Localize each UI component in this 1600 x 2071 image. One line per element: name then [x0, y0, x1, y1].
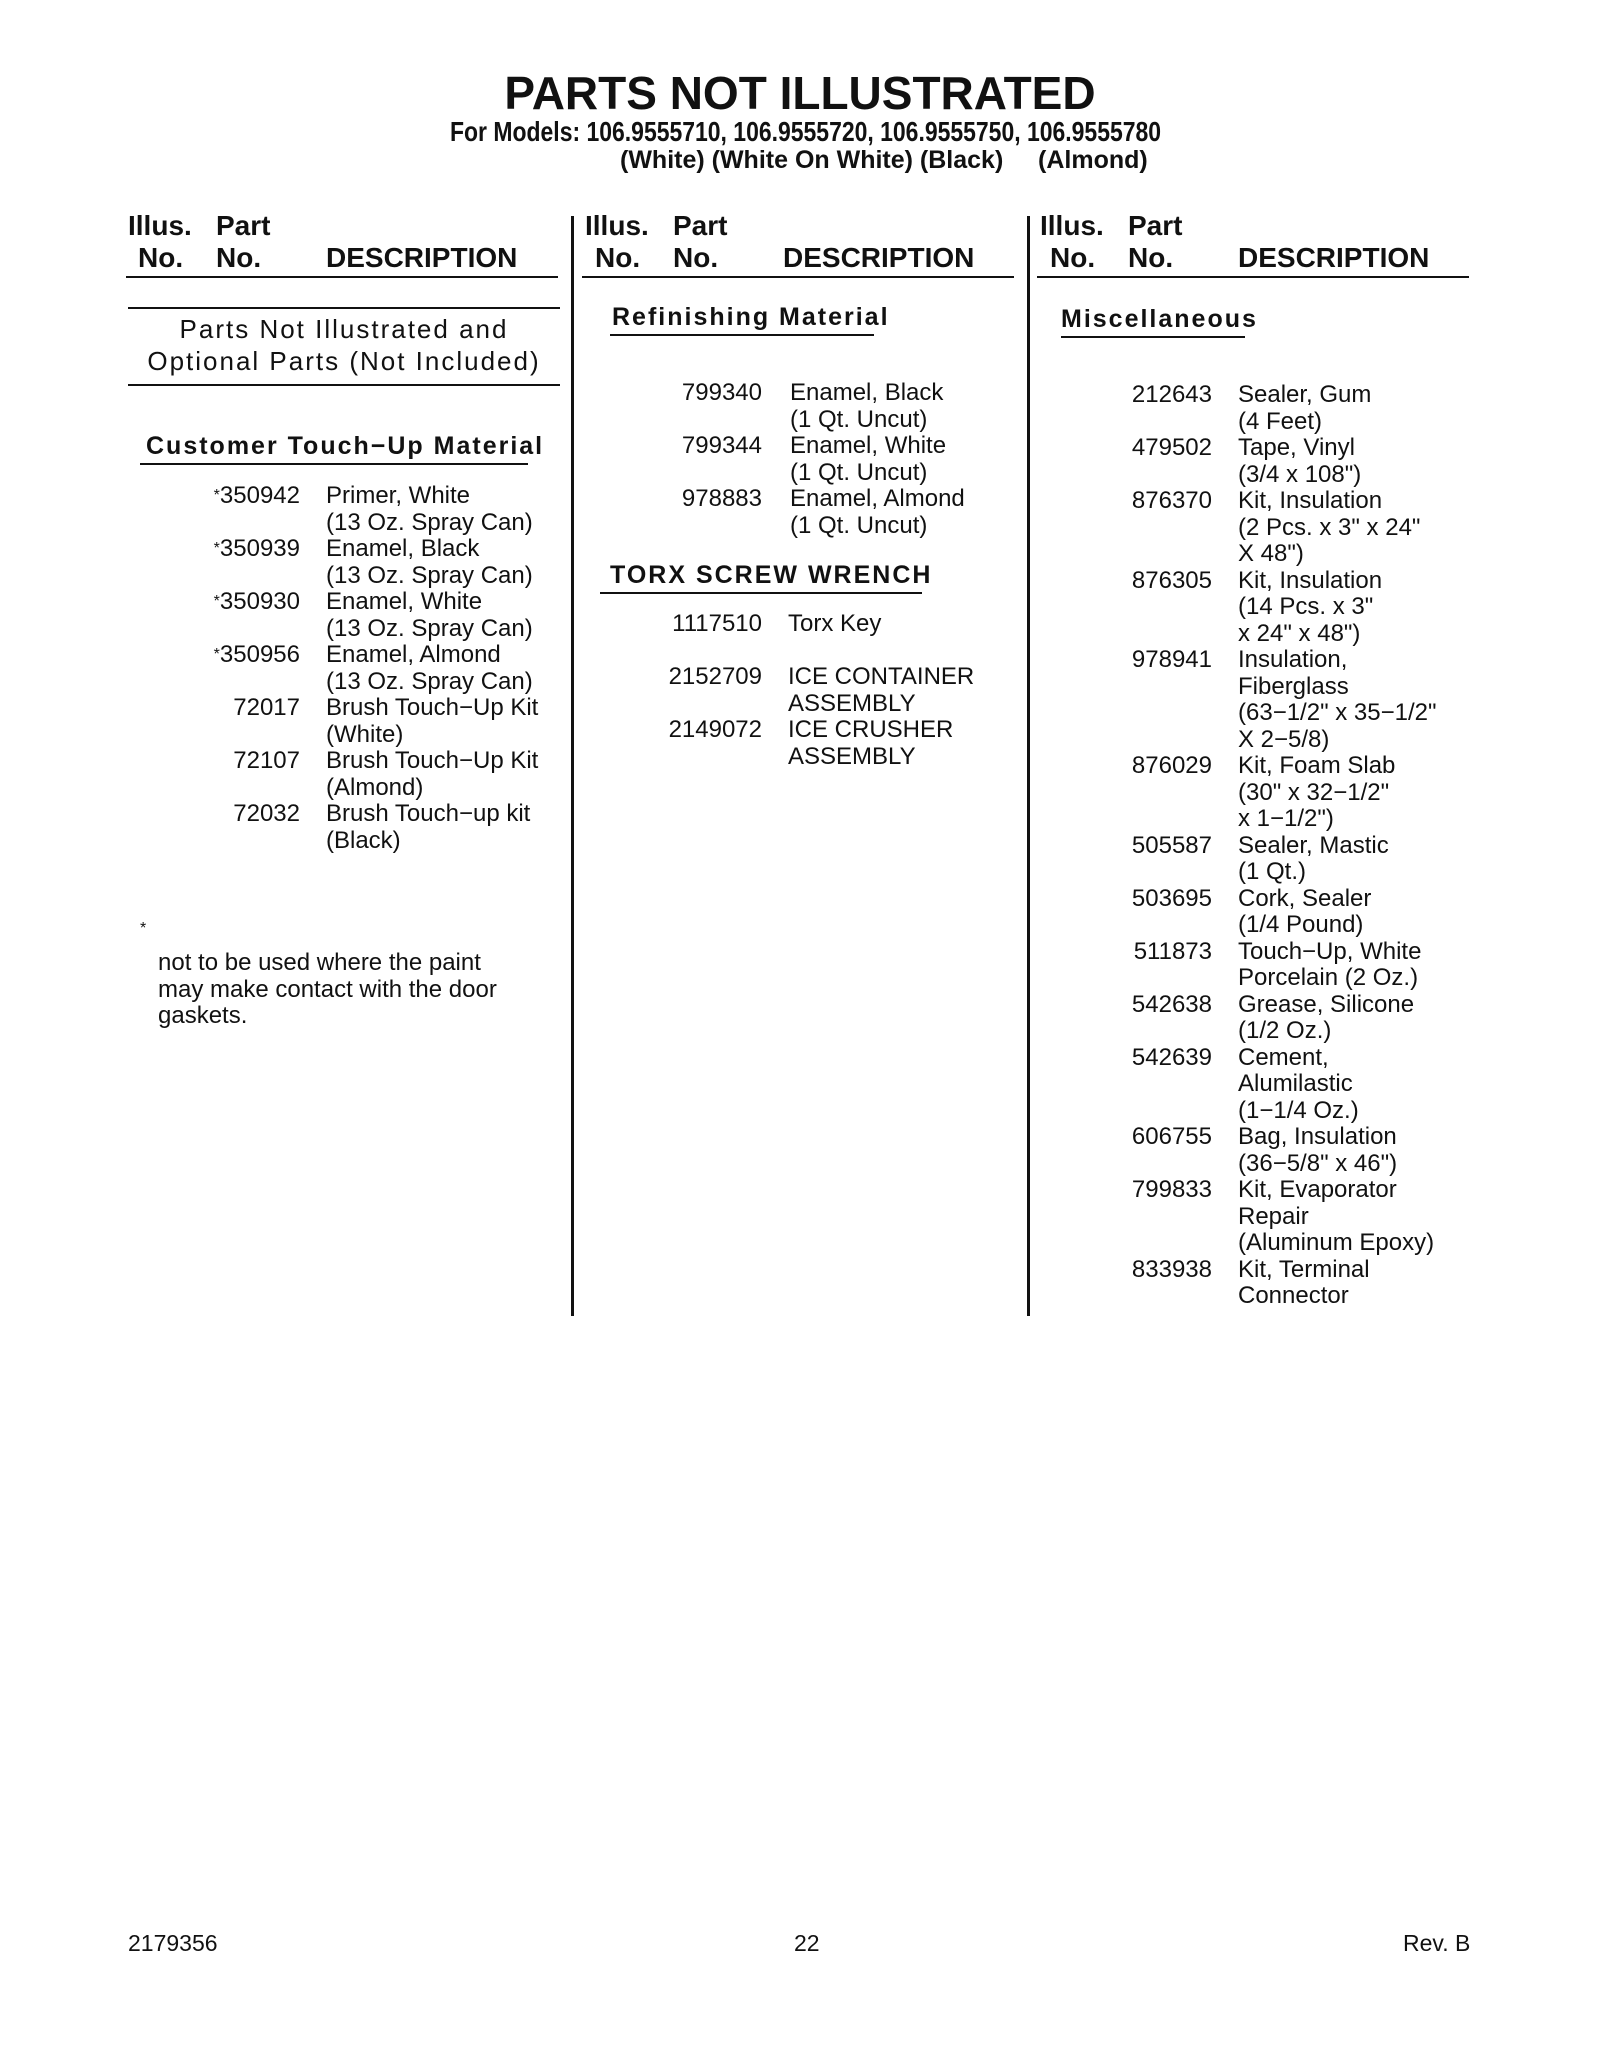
section-miscellaneous: Miscellaneous — [1061, 305, 1258, 333]
part-description — [326, 801, 530, 854]
description-line: (1/4 Pound) — [1238, 911, 1364, 938]
description-label: DESCRIPTION — [783, 242, 975, 273]
part-number — [610, 664, 762, 691]
illus-label: Illus. — [585, 210, 649, 241]
column-header-1 — [128, 210, 558, 278]
part-number-text: 978883 — [681, 485, 762, 512]
part-description — [1238, 1257, 1370, 1310]
part-label: Part — [1128, 210, 1183, 241]
part-number — [610, 486, 762, 513]
part-number-text: 2152709 — [668, 663, 762, 690]
part-description — [1238, 939, 1421, 992]
column-divider-2 — [1027, 216, 1030, 1316]
section-torx-screw-wrench: TORX SCREW WRENCH — [610, 561, 933, 589]
description-line: Bag, Insulation — [1238, 1123, 1397, 1150]
part-number — [1060, 992, 1212, 1019]
asterisk-icon: * — [140, 920, 147, 937]
description-line: x 24" x 48") — [1238, 619, 1361, 647]
part-number-text: 212643 — [1131, 381, 1212, 408]
part-number-text: 876370 — [1131, 487, 1212, 514]
description-line: (63−1/2" x 35−1/2" — [1238, 699, 1437, 726]
part-number — [1060, 382, 1212, 409]
section-refinishing-material: Refinishing Material — [612, 303, 890, 331]
description-line: (4 Feet) — [1238, 407, 1323, 435]
part-number-text: 511873 — [1133, 937, 1212, 965]
part-number-text: 606755 — [1131, 1123, 1212, 1150]
description-line: Kit, Insulation — [1238, 566, 1383, 594]
part-description — [1238, 753, 1395, 833]
part-number-text: 876029 — [1131, 752, 1212, 779]
description-line: X 48") — [1238, 540, 1304, 567]
part-description — [1238, 833, 1389, 886]
part-number — [1060, 435, 1212, 462]
part-number-text: 350930 — [219, 588, 300, 615]
footnote-line: may make contact with the door — [158, 975, 497, 1003]
box-line-1: Parts Not Illustrated and — [179, 314, 509, 344]
description-line: (2 Pcs. x 3" x 24" — [1238, 513, 1421, 541]
description-line: (14 Pcs. x 3" — [1238, 593, 1374, 620]
part-number — [150, 801, 300, 828]
part-description — [1238, 1045, 1359, 1125]
description-line: Cork, Sealer — [1238, 884, 1372, 912]
part-number — [610, 380, 762, 407]
description-line: Enamel, Black — [326, 535, 480, 562]
part-number — [1060, 886, 1212, 913]
box-bottom-rule — [128, 384, 560, 386]
part-number — [1060, 647, 1212, 674]
section-rule-miscellaneous — [1061, 336, 1245, 338]
part-number-text: 799344 — [681, 432, 762, 459]
part-description — [1238, 886, 1371, 939]
asterisk-icon: * — [213, 487, 220, 504]
description-line: Enamel, White — [790, 432, 947, 459]
part-number-text: 1117510 — [672, 610, 762, 637]
asterisk-icon: * — [213, 540, 220, 557]
part-description — [788, 664, 974, 717]
part-description — [1238, 647, 1437, 753]
description-line: (36−5/8" x 46") — [1238, 1149, 1398, 1177]
footnote-line: gaskets. — [158, 1002, 248, 1029]
description-line: (3/4 x 108") — [1238, 460, 1362, 488]
description-line: Enamel, Almond — [326, 641, 501, 668]
description-line: Kit, Foam Slab — [1238, 752, 1396, 779]
section-rule-torx — [600, 592, 922, 594]
part-number-text: 2149072 — [668, 716, 762, 743]
section-rule-customer-touch-up — [140, 463, 528, 465]
part-label: Part — [216, 210, 271, 241]
part-number-text: 479502 — [1131, 434, 1212, 461]
description-line: Tape, Vinyl — [1238, 434, 1355, 461]
description-label: DESCRIPTION — [326, 242, 518, 273]
description-line: Kit, Evaporator — [1238, 1176, 1397, 1203]
description-line: Fiberglass — [1238, 672, 1349, 700]
illus-no-label: No. — [595, 242, 641, 273]
part-description — [1238, 568, 1382, 648]
part-number — [150, 483, 300, 510]
part-number — [1060, 939, 1212, 966]
description-line: X 2−5/8) — [1238, 725, 1330, 753]
description-line: Kit, Insulation — [1238, 487, 1383, 514]
description-line: Brush Touch−Up Kit — [326, 747, 539, 774]
description-line: Brush Touch−up kit — [326, 800, 531, 827]
description-line: (Black) — [326, 826, 401, 854]
part-description — [326, 695, 538, 748]
description-line: Insulation, — [1238, 646, 1348, 673]
part-number-text: 350956 — [219, 641, 300, 668]
part-description — [790, 433, 946, 486]
description-line: (Aluminum Epoxy) — [1238, 1229, 1435, 1256]
description-line: Alumilastic — [1238, 1070, 1353, 1097]
description-line: (1/2 Oz.) — [1238, 1017, 1332, 1044]
description-line: (1 Qt. Uncut) — [790, 511, 928, 539]
asterisk-icon: * — [213, 593, 220, 610]
description-line: (13 Oz. Spray Can) — [326, 508, 533, 536]
description-line: Touch−Up, White — [1238, 937, 1422, 965]
part-number-text: 72107 — [233, 747, 300, 774]
part-number-text: 503695 — [1131, 884, 1212, 912]
part-number — [610, 433, 762, 460]
part-number-text: 799340 — [681, 379, 762, 406]
description-label: DESCRIPTION — [1238, 242, 1430, 273]
illus-label: Illus. — [128, 210, 192, 241]
header-rule-1 — [126, 276, 558, 278]
page-number: 22 — [794, 1930, 820, 1956]
description-line: (1 Qt.) — [1238, 858, 1307, 885]
description-line: (13 Oz. Spray Can) — [326, 614, 533, 642]
box-line-2: Optional Parts (Not Included) — [147, 346, 541, 376]
description-line: (1 Qt. Uncut) — [790, 405, 928, 433]
description-line: (13 Oz. Spray Can) — [326, 561, 533, 589]
column-divider-1 — [571, 216, 574, 1316]
footnote — [158, 950, 497, 1030]
part-number — [1060, 1124, 1212, 1151]
part-number — [150, 536, 300, 563]
description-line: Connector — [1238, 1282, 1349, 1309]
part-description — [326, 642, 533, 695]
part-description — [326, 536, 533, 589]
part-description — [790, 380, 943, 433]
revision: Rev. B — [1403, 1930, 1471, 1956]
part-no-label: No. — [1128, 242, 1174, 273]
description-line: x 1−1/2") — [1238, 805, 1334, 832]
part-number-text: 350939 — [219, 535, 300, 562]
asterisk-icon: * — [213, 646, 220, 663]
part-number — [150, 642, 300, 669]
description-line: Porcelain (2 Oz.) — [1238, 964, 1419, 991]
part-number — [610, 611, 762, 638]
part-number — [1060, 1177, 1212, 1204]
doc-number: 2179356 — [128, 1930, 218, 1956]
part-description — [326, 483, 533, 536]
part-number-text: 542639 — [1131, 1043, 1212, 1071]
part-description — [788, 717, 953, 770]
column-header-2 — [585, 210, 1015, 278]
part-number-text: 350942 — [219, 482, 300, 509]
part-number-text: 833938 — [1131, 1255, 1212, 1283]
part-no-label: No. — [673, 242, 719, 273]
illus-no-label: No. — [1050, 242, 1096, 273]
part-number-text: 72032 — [233, 800, 300, 827]
models-line: For Models: 106.9555710, 106.9555720, 106.9555750, 106.9555780 — [450, 116, 1162, 147]
part-number — [1060, 488, 1212, 515]
part-label: Part — [673, 210, 728, 241]
part-description — [326, 748, 538, 801]
description-line: Grease, Silicone — [1238, 990, 1415, 1018]
description-line: Brush Touch−Up Kit — [326, 694, 539, 721]
description-line: ASSEMBLY — [788, 742, 916, 770]
part-number-text: 876305 — [1131, 566, 1212, 594]
description-line: Cement, — [1238, 1043, 1329, 1071]
description-line: Kit, Terminal — [1238, 1255, 1370, 1283]
footnote-star — [140, 916, 146, 943]
description-line: (White) — [326, 720, 404, 748]
part-number — [610, 717, 762, 744]
part-number — [1060, 568, 1212, 595]
description-line: Sealer, Mastic — [1238, 831, 1389, 859]
part-description — [326, 589, 533, 642]
part-number-text: 978941 — [1131, 646, 1212, 673]
description-line: (1 Qt. Uncut) — [790, 458, 928, 486]
section-customer-touch-up: Customer Touch−Up Material — [146, 432, 545, 460]
description-line: ICE CONTAINER — [788, 663, 975, 690]
part-number — [150, 695, 300, 722]
description-line: Enamel, Black — [790, 379, 944, 406]
part-number — [150, 589, 300, 616]
part-no-label: No. — [216, 242, 262, 273]
model-colors-line: (White) (White On White) (Black) (Almond) — [620, 146, 1148, 174]
description-line: (13 Oz. Spray Can) — [326, 667, 533, 695]
part-description — [1238, 435, 1361, 488]
description-line: (Almond) — [326, 773, 424, 801]
description-line: Sealer, Gum — [1238, 381, 1372, 408]
description-line: Enamel, Almond — [790, 485, 965, 512]
description-line: Enamel, White — [326, 588, 483, 615]
part-number — [1060, 1045, 1212, 1072]
footnote-line: not to be used where the paint — [158, 949, 481, 976]
header-rule-2 — [582, 276, 1014, 278]
page-title: PARTS NOT ILLUSTRATED — [504, 67, 1096, 119]
part-description — [1238, 1124, 1397, 1177]
part-number-text: 505587 — [1131, 831, 1212, 859]
part-description — [1238, 488, 1420, 568]
parts-not-illustrated-box — [128, 313, 560, 377]
illus-label: Illus. — [1040, 210, 1104, 241]
part-description — [1238, 1177, 1434, 1257]
part-description — [790, 486, 965, 539]
description-line: ASSEMBLY — [788, 689, 916, 717]
part-number — [1060, 753, 1212, 780]
description-line: (1−1/4 Oz.) — [1238, 1096, 1359, 1124]
part-number — [1060, 1257, 1212, 1284]
section-rule-refinishing — [610, 334, 874, 336]
part-number-text: 799833 — [1131, 1176, 1212, 1203]
part-description — [1238, 382, 1371, 435]
box-top-rule — [128, 307, 560, 309]
description-line: Repair — [1238, 1202, 1309, 1230]
part-number — [1060, 833, 1212, 860]
header-rule-3 — [1037, 276, 1469, 278]
description-line: Primer, White — [326, 482, 471, 509]
part-number-text: 72017 — [233, 694, 300, 721]
description-line: ICE CRUSHER — [788, 716, 954, 743]
description-line: Torx Key — [788, 610, 882, 637]
part-number-text: 542638 — [1131, 990, 1212, 1018]
part-description — [788, 611, 881, 638]
part-description — [1238, 992, 1414, 1045]
column-header-3 — [1040, 210, 1470, 278]
part-number — [150, 748, 300, 775]
illus-no-label: No. — [138, 242, 184, 273]
description-line: (30" x 32−1/2" — [1238, 778, 1390, 806]
